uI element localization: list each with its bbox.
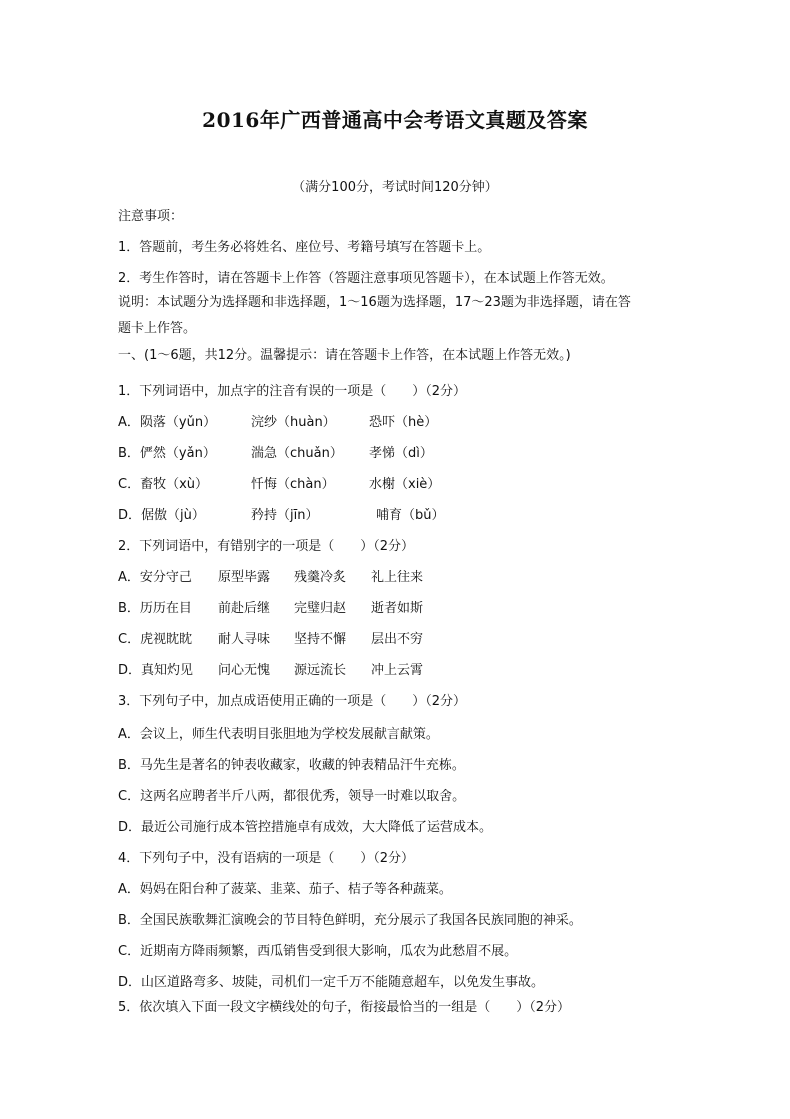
option-text: 问心无愧 xyxy=(218,663,271,678)
option-text: 完璧归赵 xyxy=(294,601,347,616)
option-text: 逝者如斯 xyxy=(371,601,424,616)
option-text: 耐人寻味 xyxy=(218,632,271,647)
section-1-heading: 一、(1～6题，共12分。温馨提示：请在答题卡上作答，在本试题上作答无效。) xyxy=(118,348,571,363)
option-text: 坚持不懈 xyxy=(294,632,347,647)
option-text: A．安分守己 xyxy=(118,570,192,585)
option-text: 残羹冷炙 xyxy=(294,570,347,585)
question-3-option-d: D．最近公司施行成本管控措施卓有成效，大大降低了运营成本。 xyxy=(118,820,493,835)
option-text: 矜持（jīn） xyxy=(251,508,319,523)
question-1-stem: 1．下列词语中，加点字的注音有误的一项是（ ）（2分） xyxy=(118,384,467,399)
option-text: C．畜牧（xù） xyxy=(118,477,209,492)
question-3-option-a: A．会议上，师生代表明目张胆地为学校发展献言献策。 xyxy=(118,727,439,742)
question-4-option-d: D．山区道路弯多、坡陡，司机们一定千万不能随意超车，以免发生事故。 xyxy=(118,975,545,990)
option-text: C．虎视眈眈 xyxy=(118,632,193,647)
option-text: 冲上云霄 xyxy=(371,663,424,678)
question-3-option-c: C．这两名应聘者半斤八两，都很优秀，领导一时难以取舍。 xyxy=(118,789,466,804)
option-text: 前赴后继 xyxy=(218,601,271,616)
option-text: 湍急（chuǎn） xyxy=(251,446,343,461)
option-text: 原型毕露 xyxy=(218,570,271,585)
option-text: 源远流长 xyxy=(294,663,347,678)
question-4-option-b: B．全国民族歌舞汇演晚会的节目特色鲜明，充分展示了我国各民族同胞的神采。 xyxy=(118,913,582,928)
explain-line-2: 题卡上作答。 xyxy=(118,321,197,336)
question-4-option-c: C．近期南方降雨频繁，西瓜销售受到很大影响，瓜农为此愁眉不展。 xyxy=(118,944,518,959)
question-3-option-b: B．马先生是著名的钟表收藏家，收藏的钟表精品汗牛充栋。 xyxy=(118,758,465,773)
option-text: 水榭（xiè） xyxy=(369,477,441,492)
option-text: 恐吓（hè） xyxy=(369,415,438,430)
notice-heading: 注意事项： xyxy=(118,209,184,224)
question-3-stem: 3．下列句子中，加点成语使用正确的一项是（ ）（2分） xyxy=(118,694,467,709)
option-text: 孝悌（dì） xyxy=(369,446,433,461)
option-text: D．真知灼见 xyxy=(118,663,194,678)
question-4-stem: 4．下列句子中，没有语病的一项是（ ）（2分） xyxy=(118,851,415,866)
option-text: B．历历在目 xyxy=(118,601,192,616)
question-4-option-a: A．妈妈在阳台种了菠菜、韭菜、茄子、桔子等各种蔬菜。 xyxy=(118,882,452,897)
option-text: 礼上往来 xyxy=(371,570,424,585)
notice-item-1: 1．答题前，考生务必将姓名、座位号、考籍号填写在答题卡上。 xyxy=(118,240,491,255)
option-text: B．俨然（yǎn） xyxy=(118,446,216,461)
question-5-stem: 5．依次填入下面一段文字横线处的句子，衔接最恰当的一组是（ ）（2分） xyxy=(118,1000,571,1015)
explain-line-1: 说明：本试题分为选择题和非选择题，1～16题为选择题，17～23题为非选择题，请在答 xyxy=(118,295,631,310)
exam-meta: （满分100分，考试时间120分钟） xyxy=(292,180,498,195)
option-text: 浣纱（huàn） xyxy=(251,415,336,430)
option-text: D．倨傲（jù） xyxy=(118,508,205,523)
option-text: 哺育（bǔ） xyxy=(376,508,445,523)
option-text: A．陨落（yǔn） xyxy=(118,415,217,430)
option-text: 层出不穷 xyxy=(371,632,424,647)
option-text: 忏悔（chàn） xyxy=(251,477,335,492)
notice-item-2: 2．考生作答时，请在答题卡上作答（答题注意事项见答题卡），在本试题上作答无效。 xyxy=(118,271,614,286)
page-title: 2016年广西普通高中会考语文真题及答案 xyxy=(202,108,588,132)
question-2-stem: 2．下列词语中，有错别字的一项是（ ）（2分） xyxy=(118,539,415,554)
